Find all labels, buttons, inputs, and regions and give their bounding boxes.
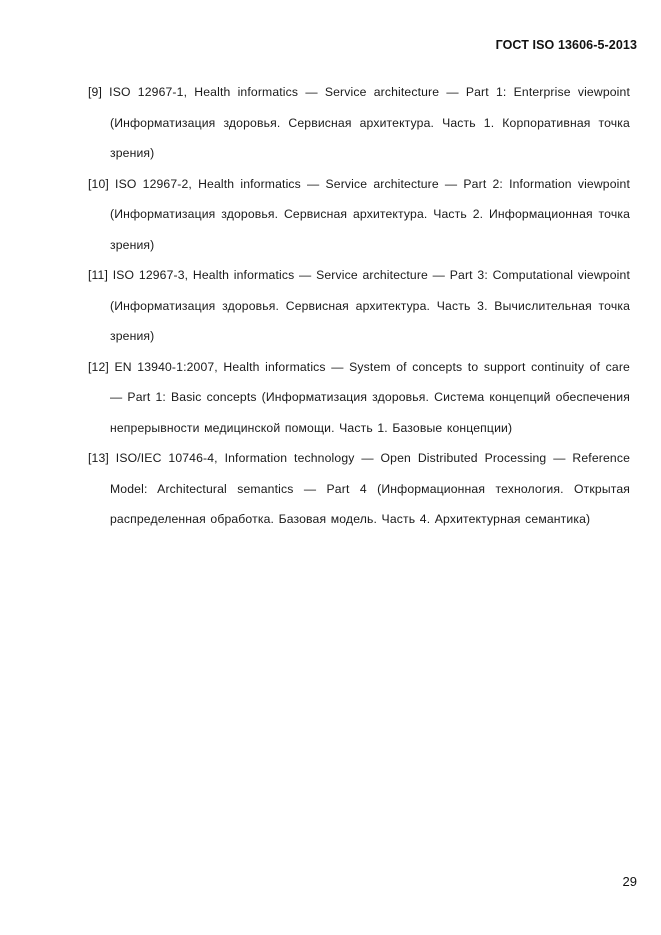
page-number: 29 <box>622 874 637 889</box>
document-code: ГОСТ ISO 13606-5-2013 <box>495 38 637 52</box>
reference-item: [9] ISO 12967-1, Health informatics — Service architecture — Part 1: Enterprise viewpoint (Информатизация здоровья. Сервисная архитектура. Часть 1. Корпоративная точка зрения) <box>88 85 630 160</box>
reference-item: [11] ISO 12967-3, Health informatics — Service architecture — Part 3: Computational viewpoint (Информатизация здоровья. Сервисная архитектура. Часть 3. Вычислительная точка зрения) <box>88 268 630 343</box>
reference-item: [12] EN 13940-1:2007, Health informatics — System of concepts to support continuity of care — Part 1: Basic concepts (Информатизация здоровья. Система концепций обеспечения непрерывности медицинской помощи. Часть 1. Базовые концепции) <box>88 359 630 435</box>
reference-item: [10] ISO 12967-2, Health informatics — Service architecture — Part 2: Information viewpoint (Информатизация здоровья. Сервисная архитектура. Часть 2. Информационная точка зрения) <box>88 176 630 252</box>
reference-item: [13] ISO/IEC 10746-4, Information technology — Open Distributed Processing — Reference Model: Architectural semantics — Part 4 (Информационная технология. Открытая распределенная обработка. Базовая модель. Часть 4. Архитектурная семантика) <box>88 451 630 526</box>
reference-list <box>88 77 630 535</box>
